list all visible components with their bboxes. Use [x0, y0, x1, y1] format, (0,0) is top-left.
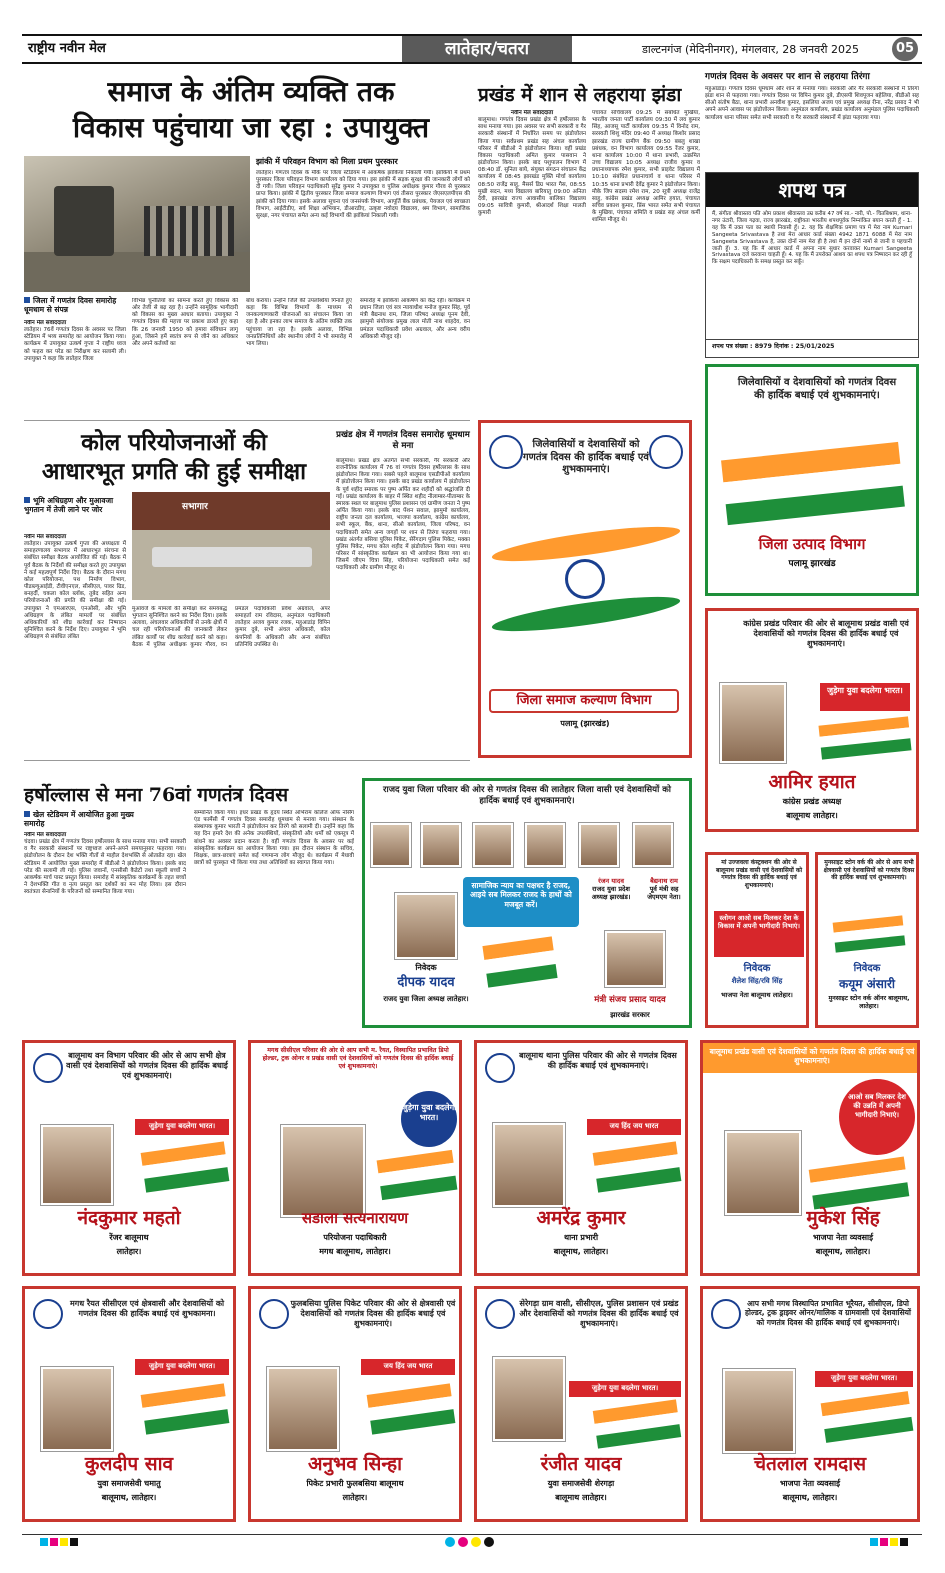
ad-desc: बालूमाथ लातेहार। — [786, 811, 838, 820]
avatar — [41, 1125, 113, 1205]
ad-desc: लातेहार। — [116, 1247, 142, 1256]
ad-slogan: स्लोगन आओ सब मिलकर देश के विकास में अपनी भागीदारी निभाएं। — [714, 911, 804, 957]
masthead — [22, 34, 922, 64]
ad-ranjit — [474, 1286, 688, 1522]
ad-nivedak: निवेदक — [743, 963, 771, 974]
harsh-kicker: खेल स्टेडियम में आयोजित हुआ मुख्य समारोह — [24, 810, 134, 829]
chakra-icon — [485, 1299, 515, 1329]
ad-desc: झारखंड सरकार — [610, 1011, 650, 1019]
block-headline: प्रखंड में शान से लहराया झंडा — [478, 84, 682, 106]
ad-slogan: जय हिंद जय भारत — [361, 1359, 455, 1375]
ad-greeting: बालूमाथ थाना पुलिस परिवार की ओर से गणतंत्र दिवस की हार्दिक बधाई एवं शुभकामनाएं। — [519, 1051, 677, 1070]
register-swatch — [900, 1538, 908, 1546]
ad-greeting: राजद युवा जिला परिवार की ओर से गणतंत्र दिवस की लातेहार जिला वासी एवं देशवासियों को हार्दिक बधाई एवं शुभकामनाएं। — [383, 785, 671, 806]
ad-name: मुकेश सिंह — [806, 1207, 880, 1229]
ad-greeting: फुलबसिया पुलिस पिकेट परिवार की ओर से क्षेत्रवासी एवं देशवासियों को गणतंत्र दिवस की हार्दिक बधाई एवं शुभकामनाएं। — [290, 1299, 456, 1328]
ad-desc: लातेहार। — [342, 1493, 368, 1502]
lead-kicker: जिला में गणतंत्र दिवस समारोह धूमधाम से संपन्न — [24, 296, 117, 315]
ad-rjd — [362, 778, 692, 1028]
ad-name: अमरेंद्र कुमार — [536, 1207, 626, 1229]
ad-amarendra — [474, 1040, 688, 1276]
avatar — [720, 683, 786, 763]
avatar — [493, 1357, 565, 1441]
chakra-icon — [489, 435, 523, 469]
ad-desc: बालूमाथ, लातेहार। — [815, 1247, 871, 1256]
section-title: लातेहार/चतरा — [402, 36, 572, 62]
ad-kuldeep — [22, 1286, 236, 1522]
tiranga-headline: गणतंत्र दिवस के अवसर पर शान से लहराया तिरंगा — [705, 72, 870, 82]
footer-rule — [22, 1534, 922, 1535]
ad-slogan: जुड़ेगा युवा बदलेगा भारत। — [569, 1381, 681, 1397]
ad-desc: पलामू (झारखंड) — [560, 719, 610, 728]
ad-desc: भाजपा नेता व्यवसाई — [812, 1233, 874, 1242]
flag-icon — [367, 1383, 456, 1434]
flag-icon — [818, 716, 911, 759]
flag-icon — [809, 1157, 910, 1210]
person-caption: रंजन यादव राजद युवा प्रदेश अध्यक्ष झारखंड। — [591, 877, 631, 902]
ad-greeting: मगध सीसीएल परिवार की ओर से आप सभी म. रैयत, विस्थापित प्रभावित डिपो होल्डर, ट्रक ओनर व प्रखंड वासी एवं देशवासियों को गणतंत्र दिवस की हार्दिक बधाई एवं शुभकामनाएं। — [262, 1047, 454, 1070]
ad-anubhav — [248, 1286, 462, 1522]
ad-name: जिला उत्पाद विभाग — [758, 535, 866, 553]
ad-desc: युवा समाजसेवी चमातु — [97, 1479, 161, 1488]
ad-satyanarayan — [248, 1040, 462, 1276]
flag-icon — [482, 936, 557, 987]
avatar — [493, 1123, 565, 1207]
lead-headline: समाज के अंतिम व्यक्ति तक विकास पहुंचाया जा रहा : उपायुक्त — [72, 75, 430, 144]
avatar — [473, 823, 513, 867]
ad-desc: बालूमाथ, लातेहार। — [782, 1493, 838, 1502]
ad-name: रंजीत यादव — [540, 1453, 622, 1475]
ad-name: चेतलाल रामदास — [753, 1453, 867, 1475]
block-col2: पंचायत सचिवालय 09:25 में संबंधित मुखिया, भारतीय जनता पार्टी कार्यालय 09:30 में लव कुमार सिंह, आजसू पार्टी कार्यालय 09:35 में विनोद राम, सरस्वती शिशु मंदिर 09:40 में अध्यक्ष किशोर प्रसाद झारखंड राज्य ग्रामीण बैंक 09:50 बबलु शाखा प्रबंधक, वन विभाग कार्यालय 09:55 रेंजर कुमार, थाना कार्यालय 10:00 में थाना प्रभारी, उत्क्रमित उच्च विद्यालय 10:05 अध्यक्ष राजीव कुमार व प्रधानाध्यापक रमेश कुमार, सभी प्राइवेट विद्यालय में 10:10 संबंधित प्रधानाचार्य व थाना परिसर में 10:35 थाना प्रभारी देवेंद्र कुमार ने झंडोत्तोलन किया। मौके जिप सदस्य रमेश राम, 20 सूत्री अध्यक्ष राजेंद्र साहु, कांग्रेस प्रखंड अध्यक्ष आमिर हयात, पंचायत सचिव प्रकाश कुमार, प्रिंस भारत समेत सभी पंचायत के मुखिया, पंचायत समिति व प्रखंड सह अंचल कर्मी शामिल मौजूद थे। — [592, 110, 700, 224]
coal-col1: नवीन मेल संवाददाता लातेहार। उपायुक्त उत्कर्ष गुप्ता की अध्यक्षता में समाहरणालय सभागार में आधारभूत संरचना से संबंधित समीक्षा बैठक आयोजित की गई। बैठक में पूर्व बैठक के निर्देशों की समीक्षा करते हुए उपायुक्त ने कई महत्वपूर्ण निर्देश दिए। बैठक के दौरान मगध कोल परियोजना, पथ निर्माण विभाग, पीडब्ल्यूआईडी, टीवीएनएल, सीसीएल, पावर ग्रिड, बनहर्दी, चकला कोल ब्लॉक, तुबेद सहित अन्य परियोजनाओं की प्रगति की समीक्षा की गई। उपायुक्त ने एमआरएस, एनओसी, और भूमि अधिग्रहण के लंबित मामलों पर संबंधित अधिकारियों को शीघ्र कार्रवाई कर निष्पादन सुनिश्चित करने के निर्देश दिए। उपायुक्त ने भूमि अधिग्रहण से संबंधित लंबित — [24, 534, 126, 641]
ad-desc: बालूमाथ, लातेहार। — [553, 1247, 609, 1256]
ad-desc: पिकेट प्रभारी फुलबसिया बालूमाथ — [306, 1479, 404, 1488]
lead-col1: नवीन मेल संवाददाता लातेहार। 76वें गणतंत्र दिवस के अवसर पर जिला स्टेडियम में भव्य समारोह का आयोजन किया गया। कार्यक्रम में उपायुक्त उत्कर्ष गुप्ता ने राष्ट्रीय ध्वज को फहरा कर परेड का निरीक्षण कर सलामी ली। उपायुक्त ने कहा कि लातेहार जिला — [24, 320, 126, 362]
ad-greeting: कांग्रेस प्रखंड परिवार की ओर से बालूमाथ प्रखंड वासी एवं देशवासियों को गणतंत्र दिवस की हार्दिक बधाई एवं शुभकामनाएं। — [743, 619, 909, 648]
brand-name: राष्ट्रीय नवीन मेल — [28, 41, 106, 56]
ad-name: नंदकुमार महतो — [77, 1207, 181, 1229]
person-caption: बैद्यनाथ राम पूर्व मंत्री सह जेएमएम नेता। — [647, 877, 681, 902]
chakra-icon — [259, 1299, 289, 1329]
avatar — [723, 1369, 795, 1453]
shapath-title: शपथ पत्र — [706, 173, 918, 207]
avatar — [633, 823, 673, 867]
ad-desc: मुनसाइट स्टोन वर्क ऑनर बालूमाथ, लातेहार। — [828, 995, 910, 1010]
ad-slogan: जुड़ेगा युवा बदलेगा भारत। — [135, 1359, 229, 1375]
ad-greeting: बालूमाथ वन विभाग परिवार की ओर से आप सभी क्षेत्र वासी एवं देशवासियों को गणतंत्र दिवस की हार्दिक बधाई एवं शुभकामनाएं। — [66, 1051, 228, 1080]
register-dot — [471, 1537, 481, 1547]
avatar — [421, 823, 461, 867]
lead-col2: विभिन्न चुनौतियों का सामना करते हुए विकास की ओर तेजी से बढ़ रहा है। उन्होंने सामूहिक भागीदारी को विकास का मुख्य आधार बताया। उपायुक्त ने गणतंत्र दिवस की महत्ता पर प्रकाश डालते हुए कहा कि 26 जनवरी 1950 को हमारा संविधान लागू हुआ, जिसने हमें स्वतंत्र रूप से जीने का अधिकार और अपने कर्तव्यों का — [132, 298, 238, 347]
ad-desc: राजद युवा जिला अध्यक्ष लातेहार। — [383, 995, 469, 1003]
harsh-headline: हर्षोल्लास से मना 76वां गणतंत्र दिवस — [24, 784, 289, 806]
coal-headline: कोल परियोजनाओं की आधारभूत प्रगति की हुई समीक्षा — [41, 429, 307, 485]
ad-amir-hayat — [705, 608, 919, 832]
ad-name: दीपक यादव — [397, 975, 455, 990]
harsh-col2: सम्मानित किया गया। इधर प्रखंड के हृदय स्थित अभिराम कॉलेज ऑफ नर्सिंग एंड फार्मेसी में गणतंत्र दिवस समारोह धूमधाम से मनाया गया। संस्थान के संस्थापक कुमार भारती ने झंडोत्तोलन कर तिरंगे को सलामी दी। उन्होंने कहा कि यह दिन हमारे देश की अनेक उपलब्धियों, संस्कृतियों और धर्मों को एकसूत्र में बांधने का अवसर प्रदान करता है। वहीं गणतंत्र दिवस के अवसर पर कई सांस्कृतिक कार्यक्रम का आयोजन किया गया। इस दौरान संस्थान के सचिव, शिक्षक, छात्र-छात्राएं समेत कई गणमान्य लोग मौजूद थे। कार्यक्रम में मेधावी छात्रों को पुरस्कृत भी किया गया तथा अतिथियों का स्वागत किया गया। — [194, 810, 354, 867]
ad-greeting: जिलेवासियों व देशवासियों को गणतंत्र दिवस की हार्दिक बधाई एवं शुभकामनाएं। — [737, 377, 897, 401]
ad-nandkumar — [22, 1040, 236, 1276]
register-swatch — [890, 1538, 898, 1546]
ad-samaj-kalyan — [478, 420, 692, 758]
ad-name: कुलदीप साव — [84, 1453, 174, 1475]
lead-col3: बोध कराया। उन्होंने जिले की उपलब्धियां गिनाते हुए कहा कि विभिन्न विभागों के माध्यम से जनकल्याणकारी योजनाओं का संचालन किया जा रहा है और इनका लाभ समाज के अंतिम व्यक्ति तक पहुंचाया जा रहा है। इसके अलावा, विभिन्न जनप्रतिनिधियों और स्थानीय लोगों ने भी समारोह में भाग लिया। — [246, 298, 352, 347]
harsh-col1: नवीन मेल संवाददाता चंदवा। प्रखंड क्षेत्र में गणतंत्र दिवस हर्षोल्लास के साथ मनाया गया। सभी सरकारी व गैर सरकारी संस्थानों पर राष्ट्रध्वज अपने-अपने समयानुसार फहराया गया। झंडोत्तोलन के दौरान देश भक्ति गीतों से माहौल देशभक्ति से ओतप्रोत रहा। खेल स्टेडियम में आयोजित मुख्य समारोह में बीडीओ ने झंडोत्तोलन किया। इसके बाद परेड की सलामी ली गई। पुलिस जवानों, एनसीसी कैडेटों तथा स्कूली बच्चों ने आकर्षक मार्च पास्ट प्रस्तुत किया। समारोह में सांस्कृतिक कार्यक्रमों के तहत बच्चों ने देशभक्ति गीत व नृत्य प्रस्तुत कर दर्शकों का मन मोह लिया। इस दौरान स्वतंत्रता सेनानियों के परिजनों को सम्मानित किया गया। — [24, 832, 186, 896]
avatar — [579, 823, 619, 867]
ad-desc: परियोजना पदाधिकारी — [323, 1233, 387, 1242]
ad-greeting: जिलेवासियों व देशवासियों को गणतंत्र दिवस की हार्दिक बधाई एवं शुभकामनाएं। — [523, 439, 649, 475]
ad-desc: भाजपा नेता व्यवसाई — [779, 1479, 841, 1488]
lead-side-text: लातेहार। गणतंत्र दिवस के मौके पर जिला स्टेडियम में आकर्षक झांकियां निकाली गयी। झांकियों में प्रथम पुरस्कार जिला परिवहन विभाग कार्यालय को दिया गया। इस झांकी में सड़क सुरक्षा की जानकारी लोगों को दी गयी। जिला परिवहन पदाधिकारी सुरेंद्र कुमार ने उपायुक्त व पुलिस अधीक्षक कुमार गौरव से पुरस्कार प्राप्त किया। झांकी में द्वितीय पुरस्कार जिला समाज कल्याण विभाग एवं तीसरा पुरस्कार जेएसएलपीएस की झांकी को दिया गया। इसके अलावा सूचना एवं जनसंपर्क विभाग, आपूर्ति बैंक प्रबंधक, पेयजल एवं स्वच्छता विभाग, आईटीडीए, सर्व शिक्षा अभियान, डीआरडीए, उत्कृष्ट नवोदय विद्यालय, श्रम विभाग, सामाजिक सुरक्षा, नगर पंचायत समेत अन्य कई विभागों की झांकियां निकाली गयी। — [256, 170, 470, 219]
ad-desc: पलामू झारखंड — [788, 559, 836, 569]
lead-photo — [24, 156, 250, 292]
lead-col4: समारोह में झांकियां आकर्षण का केंद्र रहीं। कार्यक्रम में प्रधान जिला एवं सत्र न्यायाधीश मनोज कुमार सिंह, पूर्व मंत्री बैद्यनाथ राम, जिला परिषद अध्यक्ष पूनम देवी, झामुमो संयोजक प्रमुख लाल मोती नाथ शाहदेव, वन प्रमंडल पदाधिकारी प्रवेश अग्रवाल, और अन्य वरीय अधिकारी मौजूद रहे। — [360, 298, 470, 340]
ad-desc: युवा समाजसेवी शेरगड़ा — [547, 1479, 615, 1488]
register-dot — [458, 1537, 468, 1547]
page-number: 05 — [892, 37, 918, 61]
ad-chetlal — [700, 1286, 920, 1522]
ad-utpad — [705, 364, 919, 596]
prakhand-headline: प्रखंड क्षेत्र में गणतंत्र दिवस समारोह धूमधाम से मना — [336, 430, 470, 451]
chakra-icon — [565, 559, 605, 599]
ad-greeting: सेरेगड़ा ग्राम वासी, सीसीएल, पुलिस प्रशासन एवं प्रखंड और देशवासियों को गणतंत्र दिवस की हार्दिक बधाई एवं शुभकामनाएं। — [519, 1299, 679, 1328]
flag-icon — [593, 1141, 682, 1192]
chakra-icon — [485, 1053, 515, 1083]
ad-name: शैलेश सिंह/रवि सिंह — [731, 977, 783, 985]
avatar — [725, 1131, 801, 1215]
ad-greeting: मां उज्जवला कंस्ट्रक्शन की ओर से बालूमाथ प्रखंड वासी एवं देशवासियों को गणतंत्र दिवस की हार्दिक बधाई एवं शुभकामनाएं। — [715, 859, 803, 889]
avatar — [605, 931, 665, 987]
avatar — [371, 823, 411, 867]
chakra-icon — [33, 1053, 63, 1083]
chakra-icon — [711, 1299, 741, 1329]
ad-mukesh — [700, 1040, 920, 1276]
register-dot — [484, 1537, 494, 1547]
lead-subhead: झांकी में परिवहन विभाग को मिला प्रथम पुरस्कार — [256, 157, 398, 166]
ad-desc: रेंजर बालूमाथ — [109, 1233, 149, 1242]
ad-name: सडाला सत्यनारायण — [301, 1209, 409, 1227]
ad-slogan: जुड़ेगा युवा बदलेगा भारत। — [135, 1119, 229, 1135]
ad-nivedak: निवेदक — [415, 963, 437, 972]
ad-name: मंत्री संजय प्रसाद यादव — [594, 995, 666, 1005]
ad-desc: थाना प्रभारी — [563, 1233, 599, 1242]
chakra-icon — [33, 1299, 63, 1329]
coal-kicker: भूमि अधिग्रहण और मुआवजा भुगतान में तेजी लाने पर जोर — [24, 496, 114, 515]
block-col1: नवीन मेल संवाददाता बालूमाथ। गणतंत्र दिवस प्रखंड क्षेत्र में हर्षोल्लास के साथ मनाया गया। इस अवसर पर सभी सरकारी व गैर सरकारी संस्थानों में निर्धारित समय पर झंडोत्तोलन किया गया। सर्वप्रथम प्रखंड सह अंचल कार्यालय परिसर में बीडीओ ने झंडोत्तोलन किया। वहीं प्रखंड विकास पदाधिकारी अमित कुमार पासवान ने झंडोत्तोलन किया। इसके बाद पशुपालन विभाग में 08:40 डॉ. सुनिता बाये, संयुक्त संगठन संचालन केंद्र कार्यालय में 08:45 झारखंड मुक्ति मोर्चा कार्यालय 08:50 राजेंद्र साहु, मैसर्स डिग्र भारत गैस, 08:55 मुखी सदन, मध्य विद्यालय बारियातु 09:00 अनिता देवी, झारखंड राज्य आवासीय बालिका विद्यालय 09:05 सावित्री कुमारी, श्रीआदर्श शिक्षा मालती कुमारी — [478, 110, 586, 217]
register-swatch — [880, 1538, 888, 1546]
avatar — [267, 1367, 339, 1451]
ad-ujjwala — [705, 852, 809, 1028]
flag-icon — [821, 1391, 914, 1443]
ad-greeting: आप सभी मगध विस्थापित प्रभावित भूरैयत, सीसीएल, डिपो होल्डर, ट्रक ड्राइवर ओनर/मालिक व ग्रामवासी एवं देशवासियों को गणतंत्र दिवस की हार्दिक बधाई एवं शुभकामनाएं। — [745, 1299, 911, 1327]
avatar — [525, 823, 565, 867]
ad-greeting: बालूमाथ प्रखंड वासी एवं देशवासियों को गणतंत्र दिवस की हार्दिक बधाई एवं शुभकामनाएं। — [709, 1047, 915, 1066]
flag-icon — [141, 1141, 230, 1192]
ad-slogan: जुड़ेगा युवा बदलेगा भारत। — [815, 1371, 913, 1387]
prakhand-text: बालूमाथ। प्रखंड क्षेत्र अंतर्गत सभी सरकारी, गैर सरकारी और राजनीतिक कार्यालय में 76 वां गणतंत्र दिवस हर्षोल्लास के साथ झंडोत्तोलन किया गया। सबसे पहले बालूमाथ एसडीपीओ कार्यालय में झंडोत्तोलन किया गया। इसके बाद प्रखंड कार्यालय में झंडोत्तोलन के पूर्व शहीद स्मारक पर पुष्प अर्पित कर शहीदों को श्रद्धांजलि दी गई। प्रखंड कार्यालय के बाहर में स्थित शहीद नीलाम्बर-पीताम्बर के स्मारक स्थल पर बालूमाथ पुलिस प्रशासन एवं ग्रामीण जनता ने पुष्प अर्पित किया गया। इसके बाद पेंशन सवाल, झामुमो कार्यालय, राष्ट्रीय जनता दल कार्यालय, भाजपा कार्यालय, कांग्रेस कार्यालय, सभी स्कूल, बैंक, थाना, सीओ कार्यालय, जिला परिषद, वन पदाधिकारी समेत अन्य जगहों पर शान से तिरंगा फहराया गया। प्रखंड अंतर्गत बसिया पुलिस पिकेट, सेरेंगदाग पुलिस पिकेट, मक्का पुलिस पिकेट, मगध कोल शहीद में झंडोत्तोलन किया गया। मगध परिसर में सांस्कृतिक कार्यक्रम का भी आयोजन किया गया था। जिसमें जीएम चित्रा सिंह, परियोजना पदाधिकारी समेत कई पदाधिकारी और ग्रामीण मौजूद थे। — [336, 458, 470, 572]
ad-slogan: जय हिंद जय भारत — [587, 1119, 681, 1135]
flag-icon — [377, 1150, 458, 1200]
avatar — [395, 893, 457, 959]
ad-desc: मगध बालूमाथ, लातेहार। — [319, 1247, 391, 1256]
coal-photo: सभागार — [132, 492, 330, 600]
ad-slogan: आओ सब मिलकर देश की उन्नति में अपनी भागीदारी निभाएं। — [839, 1079, 915, 1155]
tiranga-text: महुआडांड़। गणतंत्र दिवस धूमधाम और शान से मनाया गया। सरकारी और गैर सरकारी संस्थानों में तिरंगा झंडा शान से फहराया गया। गणतंत्र दिवस पर विपिन कुमार दुबे, डीएसपी शिवपूजन बहेलिया, बीडीओ सह सीओ संतोष बैठा, थाना प्रभारी अनवीश कुमार, इसलिया अजय एवं प्रमुख अध्यक्ष रीना, नरेंद्र प्रसाद ने भी अपने अपने आवास पर झंडोत्तोलन किया। अनुमंडल कार्यालय, प्रखंड कार्यालय अनुमंडल पुलिस पदाधिकारी कार्यालय थाना परिसर समेत सभी सरकारी व गैर सरकारी संस्थानों में झंडा फहराया गया। — [705, 86, 919, 121]
ad-slogan: जुड़ेगा युवा बदलेगा भारत। — [401, 1091, 457, 1147]
avatar — [41, 1367, 113, 1451]
dateline: डाल्टनगंज (मेदिनीनगर), मंगलवार, 28 जनवरी 2025 — [642, 43, 860, 56]
ad-slogan-box: सामाजिक न्याय का पक्षधर है राजद, आइये सब मिलकर राजद के हाथों को मजबूत करें। — [463, 877, 579, 927]
register-dot — [445, 1537, 455, 1547]
ad-munsarai — [815, 852, 919, 1028]
chakra-icon — [649, 435, 683, 469]
ad-nivedak: निवेदक — [853, 963, 881, 974]
ad-name: कयूम अंसारी — [839, 977, 895, 991]
ad-greeting: मगध रैयत सीसीएल एवं क्षेत्रवासी और देशवासियों को गणतंत्र दिवस की हार्दिक बधाई एवं शुभकामना। — [69, 1299, 225, 1318]
flag-icon — [141, 1383, 230, 1434]
ad-desc: भाजपा नेता बालूमाथ लातेहार। — [721, 991, 793, 999]
register-swatch — [40, 1538, 48, 1546]
ad-desc: बालूमाथ लातेहार। — [555, 1493, 607, 1502]
register-swatch — [70, 1538, 78, 1546]
ad-name: अनुभव सिन्हा — [307, 1453, 403, 1475]
shapath-notice — [705, 172, 919, 358]
ad-greeting: मुनसाइट स्टोन वर्क की ओर से आप सभी क्षेत्रवासी एवं देशवासियों को गणतंत्र दिवस की हार्दिक बधाई एवं शुभकामनाएं। — [823, 859, 915, 881]
flag-icon — [593, 1399, 681, 1448]
register-swatch — [50, 1538, 58, 1546]
avatar — [281, 1125, 365, 1217]
shapath-text: मैं, संगीता श्रीवास्तव पति ओम प्रकाश श्रीवास्तव उम्र करीब 47 वर्ष सा.- नारी, पो.- चितबिश्राम, थाना- नगर उंटारी, जिला गढ़वा, राज्य झारखंड, राष्ट्रीयता भारतीय शपथपूर्वक निम्नांकित बयान करती हूँ - 1. यह कि मैं उक्त पता का स्थायी निवासी हूँ। 2. यह कि शैक्षणिक प्रमाण पत्र में मेरा नाम Kumari Sangeeta Srivastava है तथा मेरा आधार कार्ड संख्या 4942 1871 6088 में मेरा नाम Sangeeta Srivastava है, उक्त दोनों नाम मेरा ही है तथा मैं इन दोनों नामों से जानी व पहचानी जाती हूँ। 3. यह कि मैं आधार कार्ड में अपना नाम सुधार करवाकर Kumari Sangeeta Srivastava दर्ज करवाना चाहती हूँ। 4. यह कि मैं उपरोक्त आशय का शपथ पत्र निष्पादन कर रही हूँ कि सक्षम पदाधिकारी के समक्ष प्रस्तुत कर सकूँ। — [712, 211, 912, 266]
ad-slogan: जुड़ेगा युवा बदलेगा भारत। — [820, 683, 910, 711]
flag-icon — [833, 915, 906, 952]
ad-desc: बालूमाथ, लातेहार। — [101, 1493, 157, 1502]
flag-icon — [721, 442, 905, 526]
register-swatch — [870, 1538, 878, 1546]
register-swatch — [60, 1538, 68, 1546]
shapath-footer: शपथ पत्र संख्या : 8979 दिनांक : 25/01/2025 — [706, 339, 918, 354]
coal-col2: मुआवजे के मामलों की समीक्षा कर समयबद्ध भुगतान सुनिश्चित करने का निर्देश दिया। इसके अलावा, अंचलवार अधिकारियों से उनके क्षेत्रों में चल रही परियोजनाओं की जानकारी लेकर लंबित कार्यों पर शीघ्र कार्रवाई करने को कहा। बैठक में पुलिस अधीक्षक कुमार गौरव, वन प्रमंडल पदाधिकारी प्रवेश अग्रवाल, अपर समाहर्ता राम रविदास, अनुमंडल पदाधिकारी लातेहार अजय कुमार रजक, महुआडांड़ विपिन कुमार दुबे, सभी अंचल अधिकारी, कोल कंपनियों के अधिकारी और अन्य संबंधित प्रतिनिधि उपस्थित थे। — [132, 606, 330, 648]
ad-name: आमिर हयात — [768, 771, 856, 793]
ad-name: जिला समाज कल्याण विभाग — [489, 689, 679, 713]
ad-desc: कांग्रेस प्रखंड अध्यक्ष — [782, 797, 842, 806]
